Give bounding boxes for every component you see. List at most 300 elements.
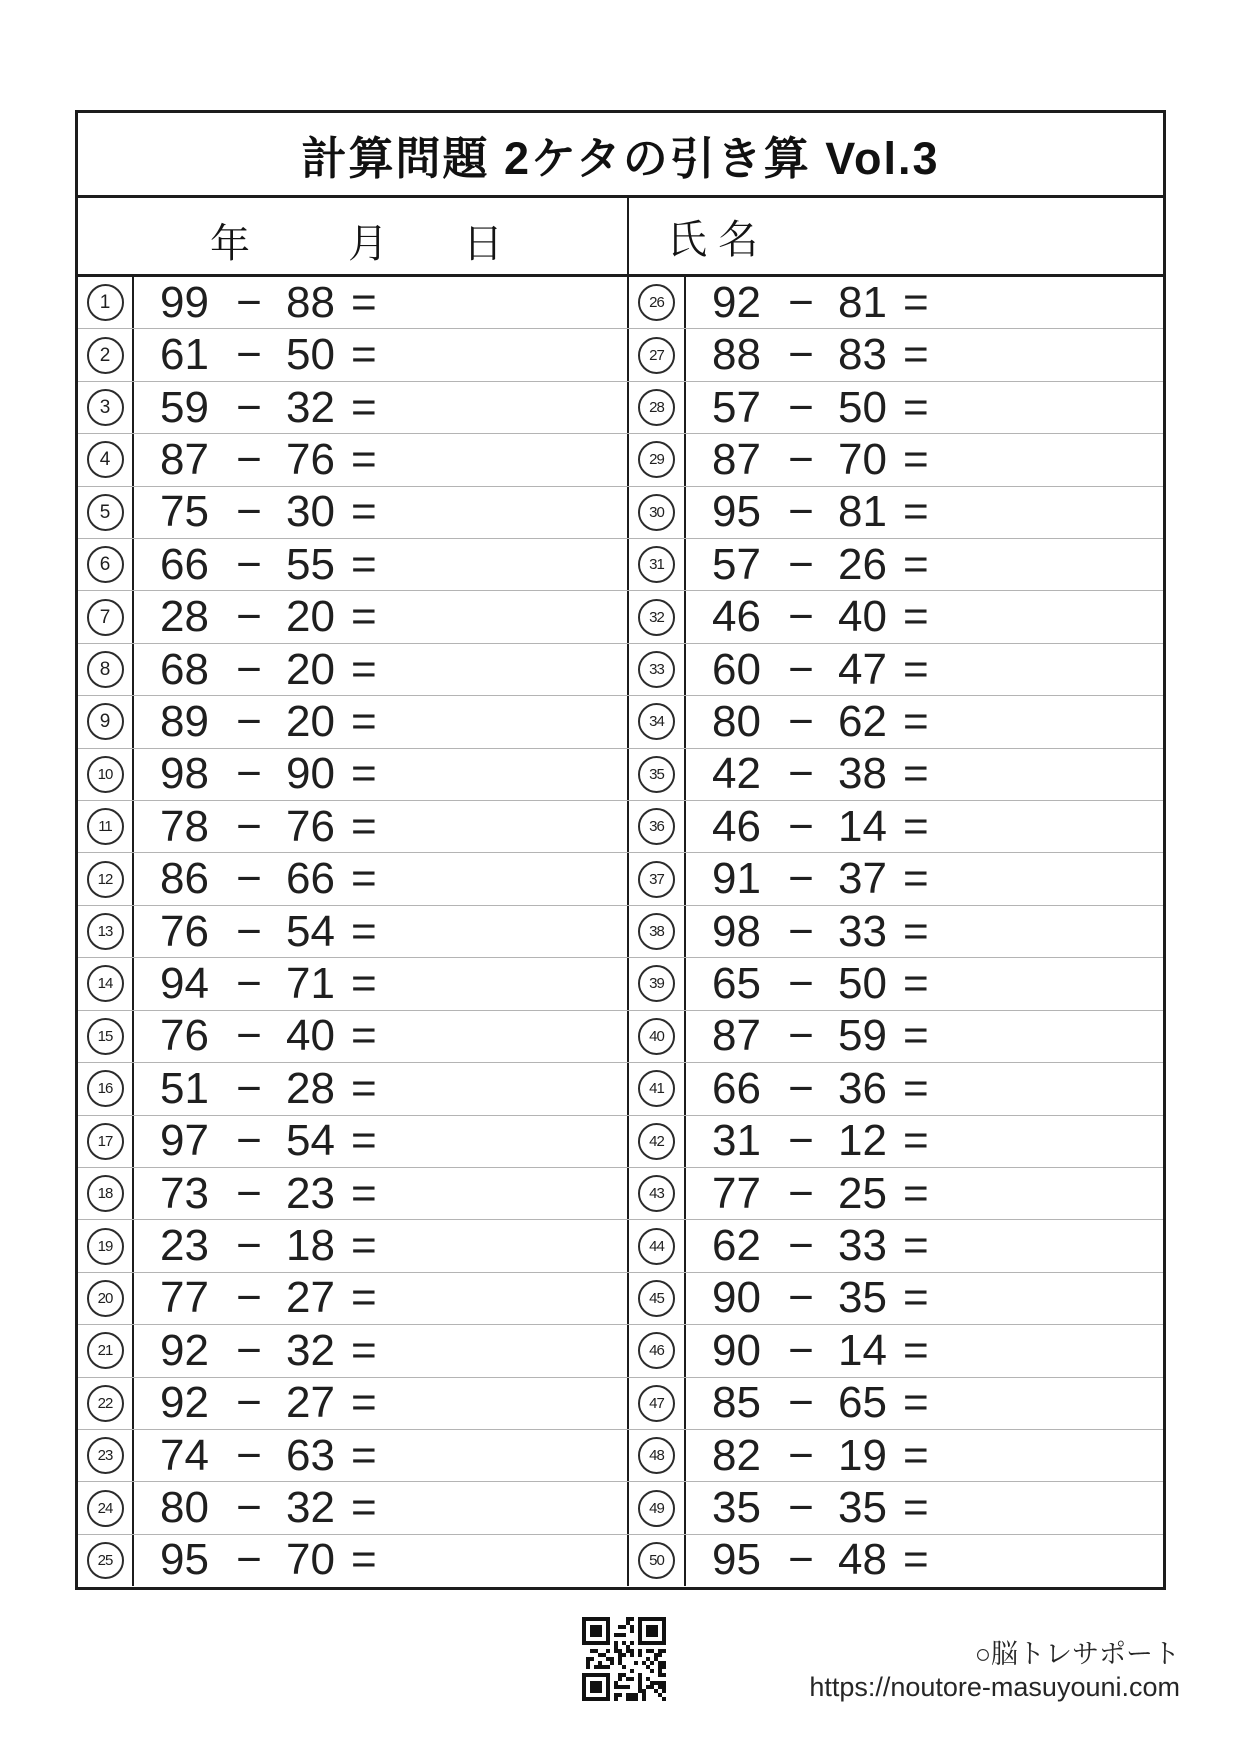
problem-number-cell — [78, 696, 134, 747]
minus-sign: − — [236, 1325, 262, 1375]
equals-sign: = — [351, 1325, 377, 1375]
subtrahend: 54 — [286, 906, 335, 956]
problem-number-cell — [78, 487, 134, 538]
minus-sign: − — [788, 1116, 814, 1166]
problem-number-cell — [627, 1482, 686, 1533]
minus-sign: − — [236, 696, 262, 746]
problem-number-badge: 11 — [87, 808, 124, 845]
equals-sign: = — [351, 487, 377, 537]
minus-sign: − — [788, 854, 814, 904]
problem-number-badge: 47 — [638, 1385, 675, 1422]
problem-row — [78, 328, 1163, 380]
subtrahend: 32 — [286, 1325, 335, 1375]
problem-row — [78, 1115, 1163, 1167]
subtrahend: 37 — [838, 854, 887, 904]
minus-sign: − — [236, 1221, 262, 1271]
subtrahend: 27 — [286, 1378, 335, 1428]
problem-number-badge: 34 — [638, 703, 675, 740]
equation-cell — [686, 1116, 1163, 1167]
minuend: 91 — [712, 854, 761, 904]
equation-cell — [134, 591, 627, 642]
date-name-header — [78, 198, 1163, 277]
problem-number-badge: 46 — [638, 1332, 675, 1369]
equation-cell — [686, 539, 1163, 590]
minuend: 80 — [160, 1483, 209, 1533]
problem-number-cell — [627, 591, 686, 642]
equals-sign: = — [903, 592, 929, 642]
minuend: 97 — [160, 1116, 209, 1166]
minuend: 73 — [160, 1168, 209, 1218]
equation-cell — [134, 382, 627, 433]
minuend: 66 — [160, 539, 209, 589]
equals-sign: = — [903, 696, 929, 746]
minuend: 76 — [160, 906, 209, 956]
problem-number-cell — [627, 1063, 686, 1114]
equals-sign: = — [903, 1483, 929, 1533]
equals-sign: = — [351, 1378, 377, 1428]
problem-row — [78, 590, 1163, 642]
problem-number-cell — [627, 749, 686, 800]
problem-row — [78, 1272, 1163, 1324]
equals-sign: = — [903, 1116, 929, 1166]
equals-sign: = — [903, 434, 929, 484]
equals-sign: = — [903, 1221, 929, 1271]
minuend: 57 — [712, 382, 761, 432]
minuend: 92 — [712, 277, 761, 327]
problem-number-cell — [627, 1273, 686, 1324]
equals-sign: = — [903, 277, 929, 327]
equals-sign: = — [903, 906, 929, 956]
minuend: 87 — [712, 434, 761, 484]
equals-sign: = — [351, 1221, 377, 1271]
minuend: 62 — [712, 1221, 761, 1271]
problem-number-badge: 7 — [87, 599, 124, 636]
equation-cell — [686, 434, 1163, 485]
subtrahend: 20 — [286, 696, 335, 746]
minus-sign: − — [236, 487, 262, 537]
subtrahend: 30 — [286, 487, 335, 537]
equation-cell — [686, 644, 1163, 695]
problem-number-badge: 2 — [87, 337, 124, 374]
minus-sign: − — [788, 1483, 814, 1533]
subtrahend: 48 — [838, 1535, 887, 1585]
problem-number-cell — [627, 1378, 686, 1429]
minuend: 61 — [160, 330, 209, 380]
subtrahend: 76 — [286, 434, 335, 484]
minuend: 90 — [712, 1273, 761, 1323]
equation-cell — [134, 329, 627, 380]
problem-number-badge: 3 — [87, 389, 124, 426]
problem-number-badge: 9 — [87, 703, 124, 740]
problem-number-badge: 14 — [87, 965, 124, 1002]
equals-sign: = — [351, 696, 377, 746]
subtrahend: 90 — [286, 749, 335, 799]
equals-sign: = — [351, 958, 377, 1008]
equation-cell — [134, 487, 627, 538]
minus-sign: − — [788, 1325, 814, 1375]
equals-sign: = — [903, 1011, 929, 1061]
problem-number-badge: 38 — [638, 913, 675, 950]
problem-number-badge: 41 — [638, 1070, 675, 1107]
minuend: 23 — [160, 1221, 209, 1271]
problem-number-cell — [78, 277, 134, 328]
problem-number-cell — [627, 1325, 686, 1376]
equation-cell — [134, 539, 627, 590]
equation-cell — [686, 958, 1163, 1009]
equals-sign: = — [351, 277, 377, 327]
equation-cell — [686, 1378, 1163, 1429]
minuend: 75 — [160, 487, 209, 537]
equation-cell — [686, 1220, 1163, 1271]
subtrahend: 71 — [286, 958, 335, 1008]
minus-sign: − — [236, 749, 262, 799]
problem-number-cell — [627, 906, 686, 957]
problem-number-cell — [78, 1063, 134, 1114]
equals-sign: = — [351, 1116, 377, 1166]
subtrahend: 32 — [286, 382, 335, 432]
minus-sign: − — [788, 592, 814, 642]
minuend: 89 — [160, 696, 209, 746]
problem-number-badge: 40 — [638, 1018, 675, 1055]
minuend: 95 — [712, 487, 761, 537]
equation-cell — [686, 591, 1163, 642]
equation-cell — [686, 1168, 1163, 1219]
problem-number-badge: 23 — [87, 1437, 124, 1474]
year-label: 年 — [210, 222, 250, 266]
equals-sign: = — [903, 382, 929, 432]
equals-sign: = — [351, 1011, 377, 1061]
minus-sign: − — [788, 539, 814, 589]
equation-cell — [686, 1535, 1163, 1586]
equation-cell — [134, 277, 627, 328]
minuend: 76 — [160, 1011, 209, 1061]
problem-number-cell — [627, 696, 686, 747]
minus-sign: − — [788, 1221, 814, 1271]
problem-row — [78, 1062, 1163, 1114]
equals-sign: = — [903, 330, 929, 380]
problem-number-badge: 30 — [638, 494, 675, 531]
problem-number-badge: 29 — [638, 441, 675, 478]
problem-row — [78, 643, 1163, 695]
equation-cell — [686, 1482, 1163, 1533]
subtrahend: 18 — [286, 1221, 335, 1271]
minuend: 95 — [712, 1535, 761, 1585]
problem-row — [78, 1534, 1163, 1586]
subtrahend: 20 — [286, 644, 335, 694]
minus-sign: − — [236, 539, 262, 589]
problem-row — [78, 433, 1163, 485]
subtrahend: 40 — [838, 592, 887, 642]
problem-number-badge: 12 — [87, 861, 124, 898]
problem-number-badge: 44 — [638, 1228, 675, 1265]
subtrahend: 26 — [838, 539, 887, 589]
equation-cell — [134, 644, 627, 695]
minus-sign: − — [236, 1011, 262, 1061]
equals-sign: = — [903, 1168, 929, 1218]
subtrahend: 47 — [838, 644, 887, 694]
problem-number-badge: 43 — [638, 1175, 675, 1212]
minus-sign: − — [236, 1168, 262, 1218]
equation-cell — [686, 1273, 1163, 1324]
date-cell — [78, 198, 627, 274]
problem-number-badge: 24 — [87, 1490, 124, 1527]
minuend: 57 — [712, 539, 761, 589]
minuend: 60 — [712, 644, 761, 694]
equation-cell — [686, 277, 1163, 328]
subtrahend: 38 — [838, 749, 887, 799]
minus-sign: − — [236, 330, 262, 380]
problem-number-cell — [78, 1430, 134, 1481]
equals-sign: = — [351, 1063, 377, 1113]
equation-cell — [686, 1063, 1163, 1114]
equals-sign: = — [903, 1063, 929, 1113]
problem-row — [78, 1377, 1163, 1429]
equation-cell — [686, 329, 1163, 380]
subtrahend: 20 — [286, 592, 335, 642]
equals-sign: = — [351, 1483, 377, 1533]
equals-sign: = — [351, 1430, 377, 1480]
equals-sign: = — [351, 854, 377, 904]
equation-cell — [686, 382, 1163, 433]
minus-sign: − — [788, 1273, 814, 1323]
equation-cell — [134, 1063, 627, 1114]
minus-sign: − — [788, 906, 814, 956]
minus-sign: − — [788, 644, 814, 694]
subtrahend: 54 — [286, 1116, 335, 1166]
equation-cell — [686, 696, 1163, 747]
minus-sign: − — [236, 1273, 262, 1323]
problem-number-cell — [78, 382, 134, 433]
problem-number-cell — [78, 539, 134, 590]
name-cell — [627, 198, 1163, 274]
problem-number-cell — [78, 906, 134, 957]
minuend: 99 — [160, 277, 209, 327]
equation-cell — [134, 906, 627, 957]
problem-number-badge: 18 — [87, 1175, 124, 1212]
equation-cell — [134, 1482, 627, 1533]
equals-sign: = — [903, 749, 929, 799]
minus-sign: − — [236, 277, 262, 327]
minuend: 80 — [712, 696, 761, 746]
problem-number-badge: 15 — [87, 1018, 124, 1055]
equals-sign: = — [351, 906, 377, 956]
minus-sign: − — [236, 1378, 262, 1428]
minus-sign: − — [788, 330, 814, 380]
minuend: 77 — [160, 1273, 209, 1323]
minus-sign: − — [788, 1430, 814, 1480]
equals-sign: = — [351, 644, 377, 694]
problem-row — [78, 1167, 1163, 1219]
problem-number-badge: 26 — [638, 284, 675, 321]
qr-code — [582, 1617, 666, 1701]
equals-sign: = — [903, 1273, 929, 1323]
subtrahend: 28 — [286, 1063, 335, 1113]
minus-sign: − — [236, 1483, 262, 1533]
problem-number-cell — [627, 1535, 686, 1586]
worksheet-title: 計算問題 2ケタの引き算 Vol.3 — [78, 113, 1163, 198]
minuend: 94 — [160, 958, 209, 1008]
problem-number-cell — [78, 958, 134, 1009]
day-label: 日 — [463, 222, 503, 266]
minuend: 86 — [160, 854, 209, 904]
equation-cell — [134, 1273, 627, 1324]
problem-row — [78, 1429, 1163, 1481]
subtrahend: 65 — [838, 1378, 887, 1428]
problem-number-cell — [78, 1273, 134, 1324]
equals-sign: = — [903, 1430, 929, 1480]
equation-cell — [134, 1011, 627, 1062]
problem-number-cell — [627, 382, 686, 433]
minus-sign: − — [788, 1168, 814, 1218]
minus-sign: − — [236, 644, 262, 694]
minuend: 87 — [712, 1011, 761, 1061]
subtrahend: 32 — [286, 1483, 335, 1533]
subtrahend: 59 — [838, 1011, 887, 1061]
equals-sign: = — [351, 749, 377, 799]
problem-number-cell — [78, 749, 134, 800]
problem-number-cell — [78, 1220, 134, 1271]
minuend: 98 — [712, 906, 761, 956]
problem-row — [78, 1010, 1163, 1062]
problem-number-cell — [78, 853, 134, 904]
minuend: 87 — [160, 434, 209, 484]
problem-number-cell — [78, 1482, 134, 1533]
problem-number-cell — [78, 591, 134, 642]
minuend: 51 — [160, 1063, 209, 1113]
equals-sign: = — [351, 1168, 377, 1218]
subtrahend: 63 — [286, 1430, 335, 1480]
subtrahend: 35 — [838, 1273, 887, 1323]
subtrahend: 81 — [838, 277, 887, 327]
problem-number-cell — [627, 277, 686, 328]
minus-sign: − — [788, 696, 814, 746]
equation-cell — [134, 1430, 627, 1481]
minus-sign: − — [236, 1063, 262, 1113]
equals-sign: = — [903, 1325, 929, 1375]
worksheet-table — [75, 110, 1166, 1590]
problem-number-badge: 4 — [87, 441, 124, 478]
subtrahend: 25 — [838, 1168, 887, 1218]
minuend: 66 — [712, 1063, 761, 1113]
equals-sign: = — [351, 801, 377, 851]
minus-sign: − — [236, 801, 262, 851]
problem-number-badge: 6 — [87, 546, 124, 583]
equation-cell — [134, 749, 627, 800]
subtrahend: 88 — [286, 277, 335, 327]
minuend: 42 — [712, 749, 761, 799]
subtrahend: 66 — [286, 854, 335, 904]
subtrahend: 27 — [286, 1273, 335, 1323]
equation-cell — [134, 801, 627, 852]
equals-sign: = — [903, 958, 929, 1008]
problem-row — [78, 905, 1163, 957]
problem-number-cell — [627, 434, 686, 485]
minuend: 68 — [160, 644, 209, 694]
problem-number-badge: 20 — [87, 1280, 124, 1317]
equals-sign: = — [903, 644, 929, 694]
problem-number-cell — [627, 487, 686, 538]
equals-sign: = — [351, 1273, 377, 1323]
subtrahend: 70 — [286, 1535, 335, 1585]
equation-cell — [686, 1325, 1163, 1376]
problem-number-badge: 10 — [87, 756, 124, 793]
minus-sign: − — [236, 958, 262, 1008]
problem-number-badge: 22 — [87, 1385, 124, 1422]
subtrahend: 50 — [286, 330, 335, 380]
minuend: 46 — [712, 592, 761, 642]
subtrahend: 76 — [286, 801, 335, 851]
minuend: 85 — [712, 1378, 761, 1428]
subtrahend: 23 — [286, 1168, 335, 1218]
problem-number-badge: 19 — [87, 1228, 124, 1265]
subtrahend: 81 — [838, 487, 887, 537]
problem-number-cell — [627, 1168, 686, 1219]
minus-sign: − — [236, 592, 262, 642]
problem-number-cell — [78, 801, 134, 852]
subtrahend: 19 — [838, 1430, 887, 1480]
equals-sign: = — [351, 1535, 377, 1585]
minuend: 74 — [160, 1430, 209, 1480]
minus-sign: − — [236, 434, 262, 484]
problem-number-cell — [627, 853, 686, 904]
minuend: 77 — [712, 1168, 761, 1218]
problem-number-cell — [627, 1220, 686, 1271]
problem-row — [78, 1219, 1163, 1271]
problem-row — [78, 748, 1163, 800]
problem-number-badge: 21 — [87, 1332, 124, 1369]
problem-number-cell — [627, 1011, 686, 1062]
problem-number-badge: 45 — [638, 1280, 675, 1317]
minuend: 95 — [160, 1535, 209, 1585]
problem-number-cell — [78, 1378, 134, 1429]
subtrahend: 70 — [838, 434, 887, 484]
problem-number-cell — [627, 958, 686, 1009]
problem-number-badge: 37 — [638, 861, 675, 898]
problem-number-badge: 36 — [638, 808, 675, 845]
problem-number-badge: 50 — [638, 1542, 675, 1579]
equation-cell — [686, 749, 1163, 800]
problem-number-badge: 49 — [638, 1490, 675, 1527]
equals-sign: = — [903, 801, 929, 851]
problem-number-cell — [627, 329, 686, 380]
problem-number-cell — [78, 644, 134, 695]
problem-row — [78, 800, 1163, 852]
minus-sign: − — [788, 434, 814, 484]
problem-row — [78, 852, 1163, 904]
equals-sign: = — [351, 434, 377, 484]
minus-sign: − — [236, 1116, 262, 1166]
equals-sign: = — [351, 330, 377, 380]
problem-number-cell — [78, 434, 134, 485]
minus-sign: − — [788, 1378, 814, 1428]
problem-number-badge: 8 — [87, 651, 124, 688]
minus-sign: − — [236, 1430, 262, 1480]
name-label: 氏 名 — [667, 217, 759, 262]
equation-cell — [134, 1535, 627, 1586]
subtrahend: 62 — [838, 696, 887, 746]
minus-sign: − — [788, 382, 814, 432]
problem-number-cell — [627, 539, 686, 590]
subtrahend: 50 — [838, 958, 887, 1008]
problem-row — [78, 486, 1163, 538]
minuend: 65 — [712, 958, 761, 1008]
site-url: https://noutore-masuyouni.com — [809, 1672, 1180, 1702]
equation-cell — [686, 801, 1163, 852]
equation-cell — [134, 1116, 627, 1167]
equals-sign: = — [903, 487, 929, 537]
subtrahend: 33 — [838, 906, 887, 956]
minuend: 92 — [160, 1325, 209, 1375]
